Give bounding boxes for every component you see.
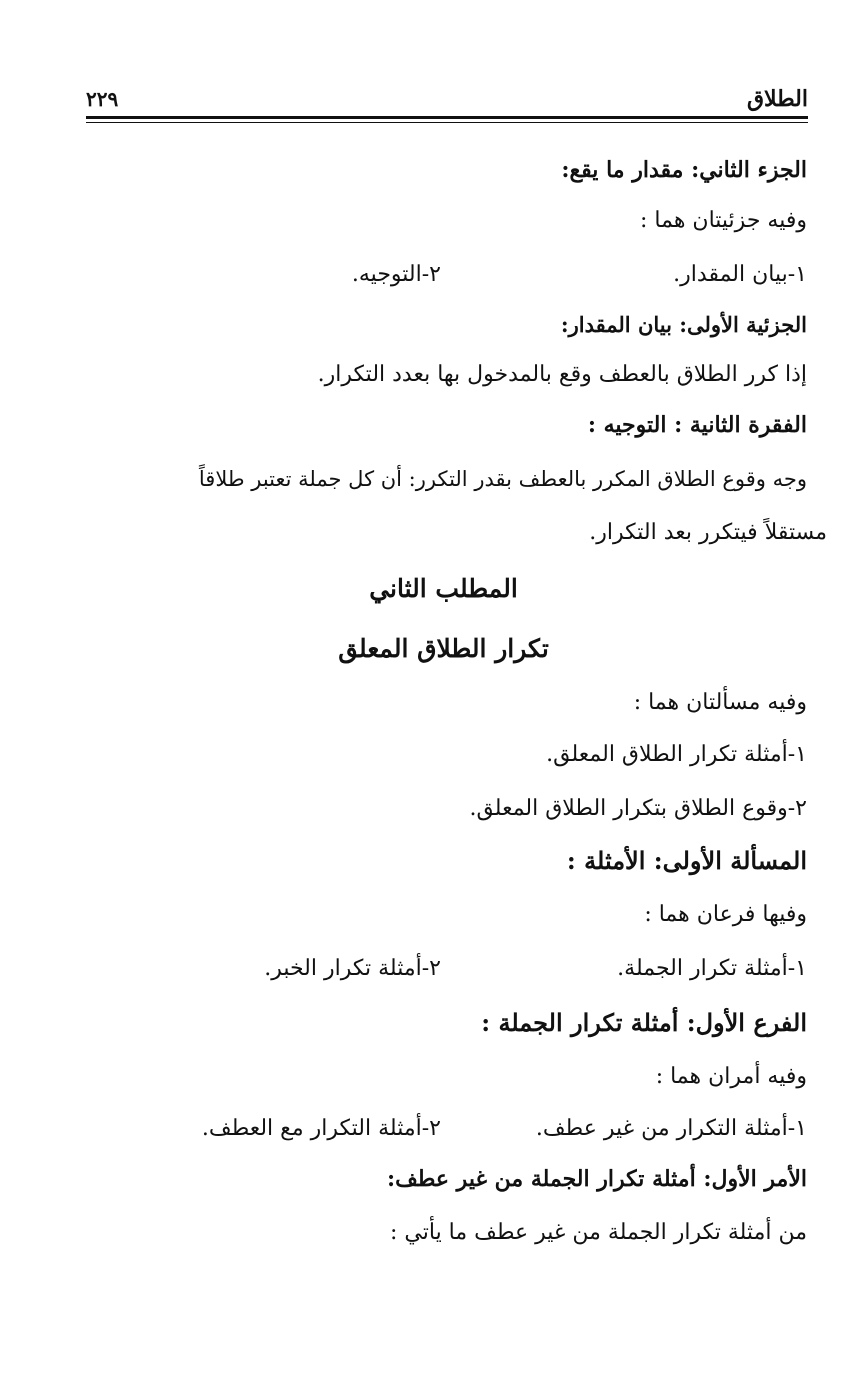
page-number: ٢٢٩	[86, 87, 119, 111]
paragraph-two-line-1: وجه وقوع الطلاق المكرر بالعطف بقدر التكرر: أن كل جملة تعتبر طلاقاً	[198, 467, 807, 491]
paragraph-two-line-2: مستقلاً فيتكرر بعد التكرار.	[589, 520, 827, 545]
header-rule-thin	[86, 122, 808, 123]
part-two-heading: الجزء الثاني: مقدار ما يقع:	[561, 157, 807, 183]
branch-one-item-2: ٢-أمثلة التكرار مع العطف.	[201, 1116, 441, 1141]
matter-one-heading: الأمر الأول: أمثلة تكرار الجملة من غير عطف:	[386, 1166, 807, 1192]
section-intro: وفيه مسألتان هما :	[633, 690, 807, 715]
question-one-heading: المسألة الأولى: الأمثلة :	[566, 846, 807, 875]
question-one-item-2: ٢-أمثلة تكرار الخبر.	[264, 956, 441, 981]
section-item-2: ٢-وقوع الطلاق بتكرار الطلاق المعلق.	[469, 796, 807, 821]
question-one-intro: وفيها فرعان هما :	[644, 902, 807, 927]
running-header	[86, 86, 808, 112]
section-item-1: ١-أمثلة تكرار الطلاق المعلق.	[546, 742, 807, 767]
branch-one-intro: وفيه أمران هما :	[655, 1064, 807, 1089]
branch-one-item-1: ١-أمثلة التكرار من غير عطف.	[535, 1116, 807, 1141]
subpart-one-text: إذا كرر الطلاق بالعطف وقع بالمدخول بها بعدد التكرار.	[317, 362, 807, 387]
header-rule-thick	[86, 116, 808, 119]
header-title: الطلاق	[746, 86, 808, 112]
part-two-item-2: ٢-التوجيه.	[351, 262, 441, 287]
part-two-intro: وفيه جزئيتان هما :	[640, 208, 807, 233]
paragraph-two-heading: الفقرة الثانية : التوجيه :	[587, 412, 807, 438]
subpart-one-heading: الجزئية الأولى: بيان المقدار:	[560, 312, 807, 337]
branch-one-heading: الفرع الأول: أمثلة تكرار الجملة :	[481, 1008, 807, 1037]
question-one-item-1: ١-أمثلة تكرار الجملة.	[617, 956, 807, 981]
part-two-item-1: ١-بيان المقدار.	[673, 262, 807, 287]
section-title: المطلب الثاني	[369, 574, 518, 603]
matter-one-text: من أمثلة تكرار الجملة من غير عطف ما يأتي :	[390, 1220, 807, 1245]
section-subtitle: تكرار الطلاق المعلق	[338, 634, 549, 663]
